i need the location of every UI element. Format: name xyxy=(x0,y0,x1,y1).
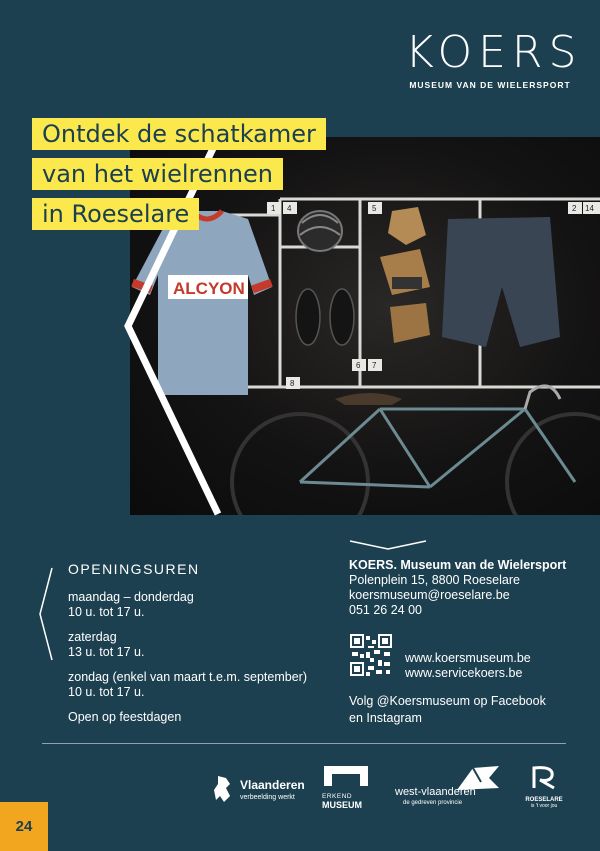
lion-icon xyxy=(212,774,234,804)
erkend-museum-logo xyxy=(322,764,370,810)
hours-days: maandag – donderdag xyxy=(68,590,194,604)
tag-6: 6 xyxy=(356,361,361,370)
roeselare-r-icon xyxy=(524,764,564,790)
vlaanderen-name: Vlaanderen xyxy=(240,778,305,792)
contact-top-chevron xyxy=(348,537,428,553)
hours-time: 10 u. tot 17 u. xyxy=(68,605,145,619)
social-line: en Instagram xyxy=(349,711,422,725)
website-link[interactable]: www.servicekoers.be xyxy=(405,666,523,680)
hours-bracket xyxy=(38,566,58,676)
tag-2: 2 xyxy=(572,204,577,213)
hours-title: OPENINGSUREN xyxy=(68,561,200,577)
tag-7: 7 xyxy=(372,361,377,370)
page-number: 24 xyxy=(0,802,48,851)
logo-subtitle: MUSEUM VAN DE WIELERSPORT xyxy=(409,80,571,90)
headline-line-2: van het wielrennen xyxy=(32,158,283,190)
tag-1: 1 xyxy=(271,204,276,213)
erkend-top: ERKEND xyxy=(322,793,353,800)
websites xyxy=(405,651,531,681)
logo-wordmark: KOERS xyxy=(405,27,583,78)
hours-time: 13 u. tot 17 u. xyxy=(68,645,145,659)
headline-line-3: in Roeselare xyxy=(32,198,199,230)
tag-5: 5 xyxy=(372,204,377,213)
tag-8: 8 xyxy=(290,379,295,388)
headline-line-1: Ontdek de schatkamer xyxy=(32,118,326,150)
qr-code[interactable] xyxy=(350,634,392,676)
roeselare-name: ROESELARE xyxy=(525,797,563,803)
website-link[interactable]: www.koersmuseum.be xyxy=(405,651,531,665)
divider xyxy=(42,743,566,744)
hours-days: zaterdag xyxy=(68,630,117,644)
hours-days: zondag (enkel van maart t.e.m. september) xyxy=(68,670,308,684)
west-tagline: de gedreven provincie xyxy=(403,800,463,806)
hours-time: 10 u. tot 17 u. xyxy=(68,685,145,699)
roeselare-tagline: is 't voor jou xyxy=(530,803,558,809)
contact-address: Polenplein 15, 8800 Roeselare xyxy=(349,573,520,587)
hours-sunday xyxy=(68,670,307,700)
vlaanderen-tagline: verbeelding werkt xyxy=(240,794,295,801)
opening-hours xyxy=(68,562,307,725)
social-line: Volg @Koersmuseum op Facebook xyxy=(349,694,546,708)
jersey-text: ALCYON xyxy=(173,279,245,298)
roeselare-logo xyxy=(524,764,564,809)
west-name: west-vlaanderen xyxy=(395,786,476,798)
museum-frame-icon xyxy=(322,764,370,786)
tag-14: 14 xyxy=(585,204,594,213)
contact-phone[interactable]: 051 26 24 00 xyxy=(349,603,422,617)
erkend-bottom: MUSEUM xyxy=(322,800,362,810)
hours-saturday xyxy=(68,630,307,660)
social-info xyxy=(349,693,546,727)
partner-logos xyxy=(0,760,600,820)
contact-info xyxy=(349,558,566,618)
contact-email[interactable]: koersmuseum@roeselare.be xyxy=(349,588,510,602)
hours-weekdays xyxy=(68,590,307,620)
contact-name: KOERS. Museum van de Wielersport xyxy=(349,558,567,572)
headline xyxy=(32,118,326,238)
tag-4: 4 xyxy=(287,204,292,213)
hours-holidays: Open op feestdagen xyxy=(68,710,182,724)
